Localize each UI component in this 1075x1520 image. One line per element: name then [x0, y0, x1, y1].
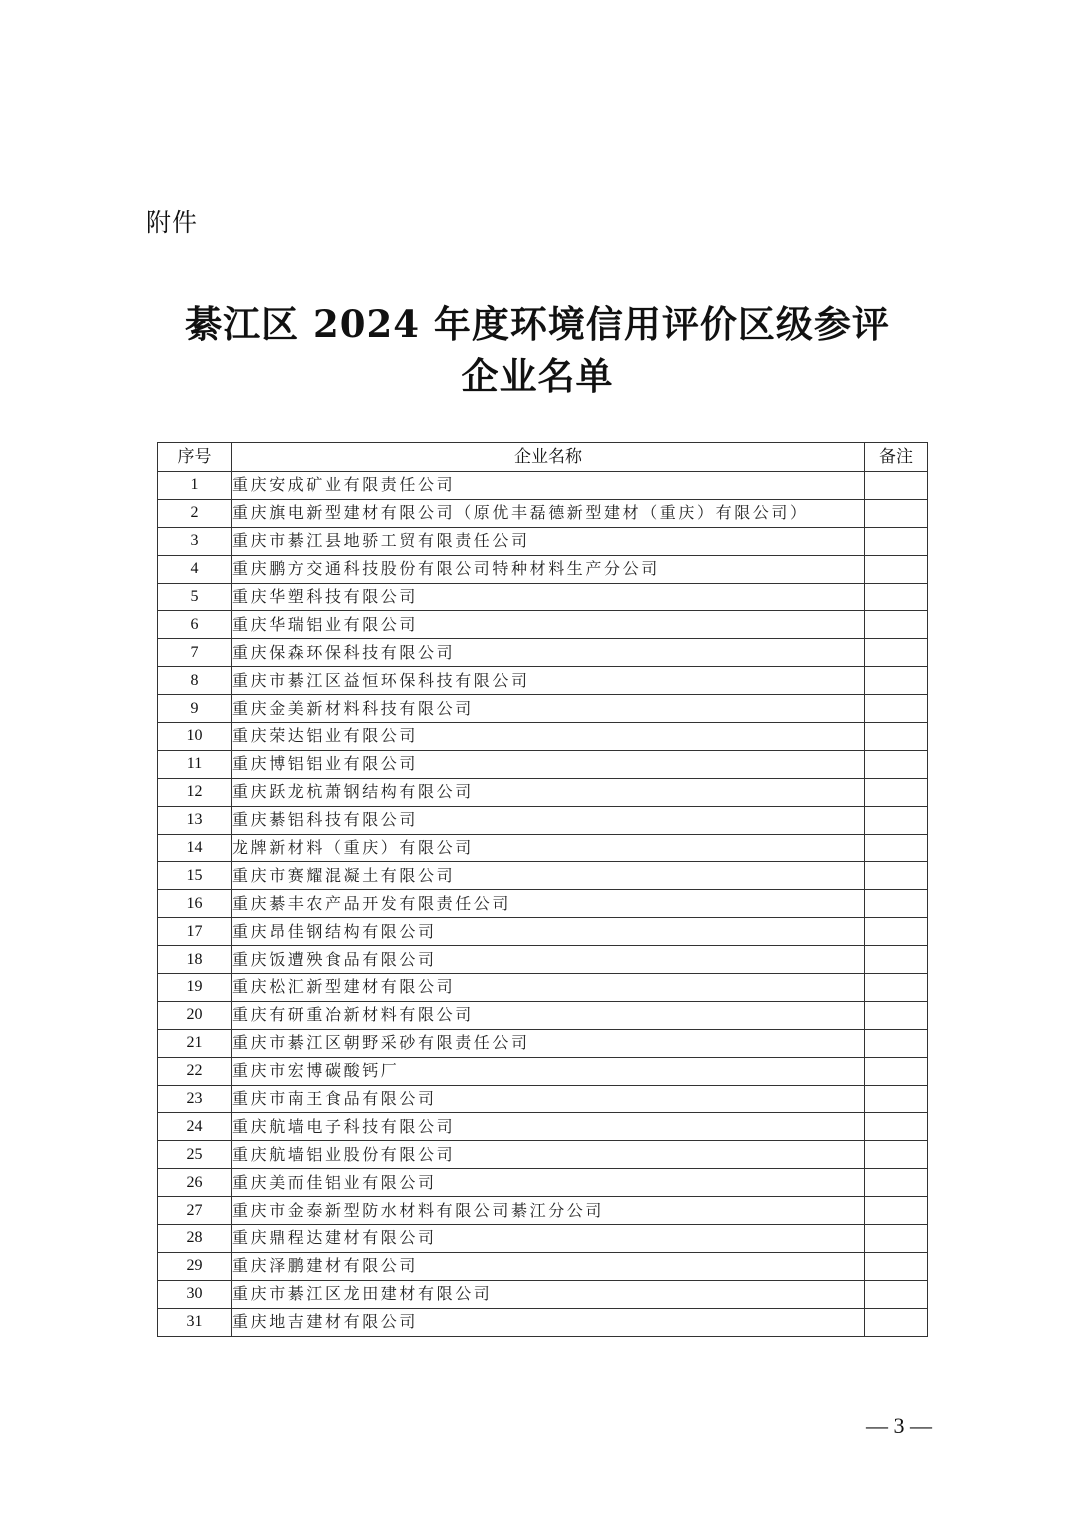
row-remark: [865, 667, 928, 695]
row-index: 14: [158, 834, 232, 862]
row-enterprise-name: 重庆美而佳铝业有限公司: [232, 1169, 865, 1197]
table-row: [158, 974, 928, 1002]
row-remark: [865, 1001, 928, 1029]
row-index: 29: [158, 1252, 232, 1280]
row-index: 8: [158, 667, 232, 695]
table-row: [158, 1057, 928, 1085]
table-row: [158, 834, 928, 862]
row-remark: [865, 1085, 928, 1113]
row-enterprise-name: 重庆华瑞铝业有限公司: [232, 611, 865, 639]
row-index: 3: [158, 527, 232, 555]
table-row: [158, 639, 928, 667]
row-enterprise-name: 重庆市南王食品有限公司: [232, 1085, 865, 1113]
row-remark: [865, 862, 928, 890]
row-enterprise-name: 重庆泽鹏建材有限公司: [232, 1252, 865, 1280]
row-remark: [865, 639, 928, 667]
row-index: 1: [158, 472, 232, 500]
table-body: [158, 472, 928, 1337]
row-remark: [865, 1252, 928, 1280]
table-row: [158, 1113, 928, 1141]
row-remark: [865, 890, 928, 918]
row-enterprise-name: 重庆有研重冶新材料有限公司: [232, 1001, 865, 1029]
row-enterprise-name: 龙牌新材料（重庆）有限公司: [232, 834, 865, 862]
row-remark: [865, 723, 928, 751]
table-row: [158, 667, 928, 695]
row-enterprise-name: 重庆市綦江县地骄工贸有限责任公司: [232, 527, 865, 555]
row-enterprise-name: 重庆綦铝科技有限公司: [232, 806, 865, 834]
row-enterprise-name: 重庆市綦江区朝野采砂有限责任公司: [232, 1029, 865, 1057]
row-remark: [865, 946, 928, 974]
row-remark: [865, 499, 928, 527]
row-remark: [865, 750, 928, 778]
row-index: 2: [158, 499, 232, 527]
row-remark: [865, 583, 928, 611]
enterprise-list-table: [157, 442, 928, 1337]
page-number: — 3 —: [866, 1413, 932, 1438]
row-remark: [865, 555, 928, 583]
row-remark: [865, 1169, 928, 1197]
row-index: 19: [158, 974, 232, 1002]
row-remark: [865, 1113, 928, 1141]
table-row: [158, 806, 928, 834]
row-index: 4: [158, 555, 232, 583]
attachment-label: 附件: [146, 208, 199, 237]
row-index: 15: [158, 862, 232, 890]
row-enterprise-name: 重庆綦丰农产品开发有限责任公司: [232, 890, 865, 918]
table-row: [158, 1308, 928, 1336]
row-index: 13: [158, 806, 232, 834]
table-row: [158, 472, 928, 500]
row-enterprise-name: 重庆市綦江区龙田建材有限公司: [232, 1280, 865, 1308]
row-enterprise-name: 重庆松汇新型建材有限公司: [232, 974, 865, 1002]
row-enterprise-name: 重庆跃龙杭萧钢结构有限公司: [232, 778, 865, 806]
row-index: 17: [158, 918, 232, 946]
row-index: 22: [158, 1057, 232, 1085]
table-row: [158, 918, 928, 946]
table-row: [158, 1029, 928, 1057]
row-remark: [865, 527, 928, 555]
row-index: 31: [158, 1308, 232, 1336]
table-header-row: [158, 443, 928, 472]
row-remark: [865, 1225, 928, 1253]
row-enterprise-name: 重庆华塑科技有限公司: [232, 583, 865, 611]
table-row: [158, 890, 928, 918]
row-index: 5: [158, 583, 232, 611]
row-enterprise-name: 重庆饭遭殃食品有限公司: [232, 946, 865, 974]
table-row: [158, 1141, 928, 1169]
row-enterprise-name: 重庆保森环保科技有限公司: [232, 639, 865, 667]
row-remark: [865, 974, 928, 1002]
document-title: [0, 298, 1075, 402]
title-line-2: 企业名单: [461, 354, 614, 398]
row-enterprise-name: 重庆市金泰新型防水材料有限公司綦江分公司: [232, 1197, 865, 1225]
table-row: [158, 778, 928, 806]
table-row: [158, 1169, 928, 1197]
row-index: 12: [158, 778, 232, 806]
table-row: [158, 1085, 928, 1113]
row-index: 6: [158, 611, 232, 639]
row-index: 30: [158, 1280, 232, 1308]
row-enterprise-name: 重庆市綦江区益恒环保科技有限公司: [232, 667, 865, 695]
row-index: 21: [158, 1029, 232, 1057]
row-remark: [865, 695, 928, 723]
row-remark: [865, 1141, 928, 1169]
row-index: 24: [158, 1113, 232, 1141]
row-remark: [865, 472, 928, 500]
row-enterprise-name: 重庆荣达铝业有限公司: [232, 723, 865, 751]
row-remark: [865, 1029, 928, 1057]
row-index: 18: [158, 946, 232, 974]
row-enterprise-name: 重庆航墙电子科技有限公司: [232, 1113, 865, 1141]
table-row: [158, 946, 928, 974]
row-index: 26: [158, 1169, 232, 1197]
table-row: [158, 750, 928, 778]
row-enterprise-name: 重庆航墙铝业股份有限公司: [232, 1141, 865, 1169]
row-index: 7: [158, 639, 232, 667]
table-row: [158, 1225, 928, 1253]
row-enterprise-name: 重庆金美新材料科技有限公司: [232, 695, 865, 723]
table-row: [158, 583, 928, 611]
row-enterprise-name: 重庆鹏方交通科技股份有限公司特种材料生产分公司: [232, 555, 865, 583]
table-row: [158, 1252, 928, 1280]
row-index: 23: [158, 1085, 232, 1113]
header-name: 企业名称: [232, 443, 865, 472]
row-index: 28: [158, 1225, 232, 1253]
row-enterprise-name: 重庆安成矿业有限责任公司: [232, 472, 865, 500]
table-row: [158, 527, 928, 555]
row-index: 9: [158, 695, 232, 723]
row-remark: [865, 1308, 928, 1336]
row-remark: [865, 806, 928, 834]
table-row: [158, 723, 928, 751]
table-row: [158, 862, 928, 890]
table-row: [158, 555, 928, 583]
table-row: [158, 499, 928, 527]
row-remark: [865, 1197, 928, 1225]
row-remark: [865, 1280, 928, 1308]
row-enterprise-name: 重庆鼎程达建材有限公司: [232, 1225, 865, 1253]
row-remark: [865, 1057, 928, 1085]
row-enterprise-name: 重庆博铝铝业有限公司: [232, 750, 865, 778]
table-row: [158, 1001, 928, 1029]
table-row: [158, 611, 928, 639]
row-enterprise-name: 重庆地吉建材有限公司: [232, 1308, 865, 1336]
row-remark: [865, 918, 928, 946]
table-row: [158, 695, 928, 723]
row-remark: [865, 611, 928, 639]
row-enterprise-name: 重庆市宏博碳酸钙厂: [232, 1057, 865, 1085]
row-index: 20: [158, 1001, 232, 1029]
row-remark: [865, 834, 928, 862]
row-enterprise-name: 重庆昂佳钢结构有限公司: [232, 918, 865, 946]
row-remark: [865, 778, 928, 806]
header-remark: 备注: [865, 443, 928, 472]
row-index: 25: [158, 1141, 232, 1169]
table-row: [158, 1197, 928, 1225]
table-row: [158, 1280, 928, 1308]
row-enterprise-name: 重庆市赛耀混凝土有限公司: [232, 862, 865, 890]
row-index: 16: [158, 890, 232, 918]
title-line-1: 綦江区 2024 年度环境信用评价区级参评: [185, 302, 890, 346]
row-index: 27: [158, 1197, 232, 1225]
row-index: 10: [158, 723, 232, 751]
row-index: 11: [158, 750, 232, 778]
header-index: 序号: [158, 443, 232, 472]
row-enterprise-name: 重庆旗电新型建材有限公司（原优丰磊德新型建材（重庆）有限公司）: [232, 499, 865, 527]
